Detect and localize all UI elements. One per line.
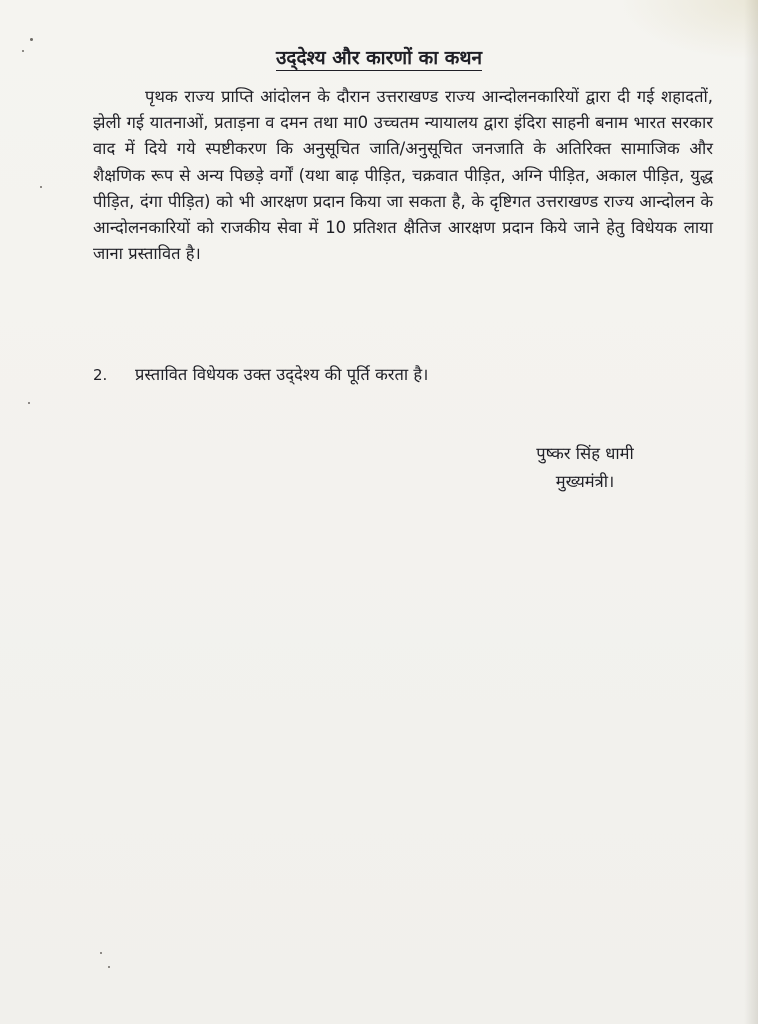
statement-paragraph: पृथक राज्य प्राप्ति आंदोलन के दौरान उत्तराखण्ड राज्य आन्दोलनकारियों द्वारा दी गई शहादतों, झेली गई यातनाओं, प्रताड़ना व दमन तथा मा0 उच्चतम न्यायालय द्वारा इंदिरा साहनी बनाम भारत सरकार वाद में दिये गये स्पष्टीकरण कि अनुसूचित जाति/अनुसूचित जनजाति के अतिरिक्त सामाजिक और शैक्षणिक रूप से अन्य पिछड़े वर्गों (यथा बाढ़ पीड़ित, चक्रवात पीड़ित, अग्नि पीड़ित, अकाल पीड़ित, युद्ध पीड़ित, दंगा पीड़ित) को भी आरक्षण प्रदान किया जा सकता है, के दृष्टिगत उत्तराखण्ड राज्य आन्दोलन के आन्दोलनकारियों को राजकीय सेवा में 10 प्रतिशत क्षैतिज आरक्षण प्रदान किये जाने हेतु विधेयक लाया जाना प्रस्तावित है।	[93, 87, 713, 264]
scan-speck	[108, 966, 110, 968]
document-title	[0, 46, 758, 70]
scan-speck	[40, 186, 42, 188]
point-number: 2.	[93, 366, 108, 384]
scan-speck	[30, 38, 33, 41]
scan-speck	[28, 402, 30, 404]
signatory-name: पुष्कर सिंह धामी	[536, 444, 634, 463]
scan-speck	[100, 952, 102, 954]
signature-block	[500, 440, 670, 496]
numbered-point	[93, 362, 428, 388]
page-edge-shadow	[744, 0, 758, 1024]
point-text: प्रस्तावित विधेयक उक्त उद्‌देश्य की पूर्ति करता है।	[135, 365, 429, 384]
signatory-designation: मुख्यमंत्री।	[555, 472, 615, 491]
document-title-text: उद्‌देश्य और कारणों का कथन	[275, 47, 483, 69]
